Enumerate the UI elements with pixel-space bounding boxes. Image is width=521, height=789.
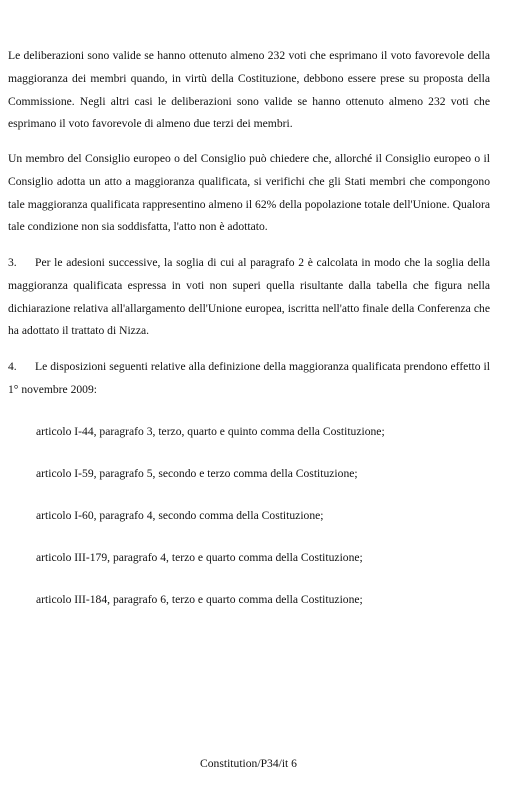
list-item: articolo III-184, paragrafo 6, terzo e quarto comma della Costituzione; — [36, 593, 363, 606]
paragraph-4-text: Le disposizioni seguenti relative alla definizione della maggioranza qualificata prendono effetto il 1° novembre 2009: — [8, 360, 490, 396]
paragraph-deliberations-validity: Le deliberazioni sono valide se hanno ottenuto almeno 232 voti che esprimano il voto favorevole della maggioranza dei membri quando, in virtù della Costituzione, debbono essere prese su proposta della Commissione. Negli altri casi le deliberazioni sono valide se hanno ottenuto almeno 232 voti che esprimano il voto favorevole di almeno due terzi dei membri. — [8, 49, 490, 131]
paragraph-3-accessions — [8, 252, 490, 343]
paragraph-number-4: 4. — [8, 360, 17, 373]
list-item: articolo I-44, paragrafo 3, terzo, quarto e quinto comma della Costituzione; — [36, 425, 385, 438]
list-item: articolo I-59, paragrafo 5, secondo e terzo comma della Costituzione; — [36, 467, 358, 480]
paragraph-number-3: 3. — [8, 256, 17, 269]
list-item: articolo I-60, paragrafo 4, secondo comma della Costituzione; — [36, 509, 324, 522]
paragraph-population-check: Un membro del Consiglio europeo o del Consiglio può chiedere che, allorché il Consiglio europeo o il Consiglio adotta un atto a maggioranza qualificata, si verifichi che gli Stati membri che compongono tale maggioranza qualificata rappresentino almeno il 62% della popolazione totale dell'Unione. Qualora tale condizione non sia soddisfatta, l'atto non è adottato. — [8, 152, 490, 234]
page-footer-reference: Constitution/P34/it 6 — [200, 757, 297, 770]
paragraph-4-provisions — [8, 356, 490, 402]
paragraph-3-text: Per le adesioni successive, la soglia di cui al paragrafo 2 è calcolata in modo che la soglia della maggioranza qualificata espressa in voti non superi quella risultante dalla tabella che figura nella dichiarazione relativa all'allargamento dell'Unione europea, iscritta nell'atto finale della Conferenza che ha adottato il trattato di Nizza. — [8, 256, 490, 338]
list-item: articolo III-179, paragrafo 4, terzo e quarto comma della Costituzione; — [36, 551, 363, 564]
